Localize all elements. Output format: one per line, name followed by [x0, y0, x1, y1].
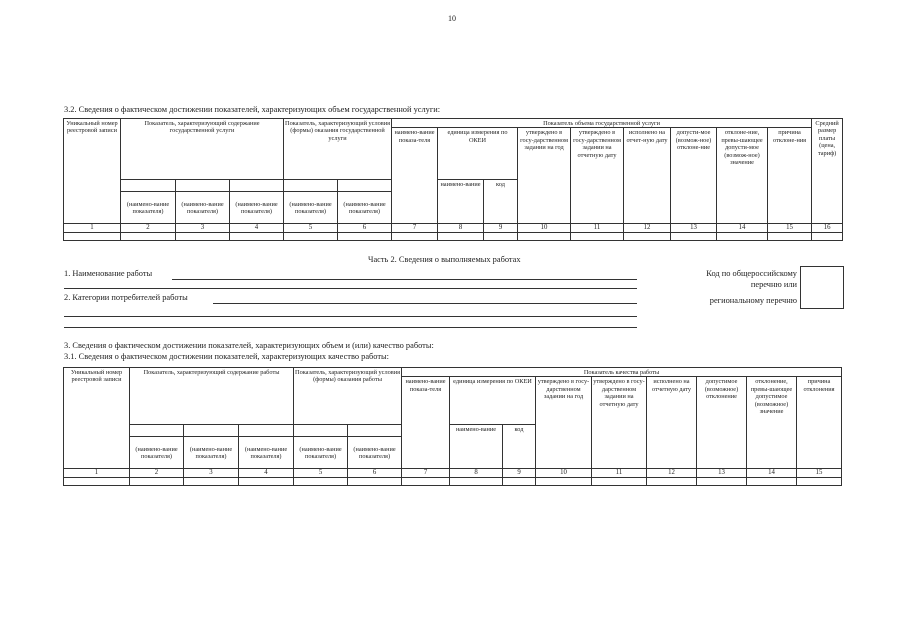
- column-number: 12: [647, 469, 697, 478]
- subheader-empty: [121, 180, 176, 192]
- column-number: 14: [747, 469, 797, 478]
- header-unit-code: код: [503, 425, 536, 469]
- header-approved-date: утверждено в госу-дарственном задании на отчетную дату: [571, 128, 624, 224]
- data-cell[interactable]: [671, 233, 717, 241]
- column-number: 1: [64, 224, 121, 233]
- data-cell[interactable]: [518, 233, 571, 241]
- header-indicator-name: наимено-вание показа-теля: [392, 128, 438, 224]
- column-number: 9: [484, 224, 518, 233]
- registry-code-label-line-3: региональному перечню: [709, 296, 797, 305]
- data-cell[interactable]: [812, 233, 843, 241]
- header-unit-name: наимено-вание: [450, 425, 503, 469]
- header-conditions-indicator: Показатель, характеризующий условия (формы) оказания работы: [294, 368, 402, 425]
- subheader-indicator-name: (наимено-вание показателя): [239, 437, 294, 469]
- data-cell[interactable]: [747, 478, 797, 486]
- subheader-empty: [130, 425, 184, 437]
- subheader-indicator-name: (наимено-вание показателя): [348, 437, 402, 469]
- data-cell[interactable]: [294, 478, 348, 486]
- header-unique-number: Уникальный номер реестровой записи: [64, 368, 130, 469]
- section-3-title: 3. Сведения о фактическом достижении показателей, характеризующих объем и (или) качество работы:: [64, 341, 434, 350]
- column-number: 8: [438, 224, 484, 233]
- consumer-category-line[interactable]: [213, 303, 637, 304]
- data-cell[interactable]: [338, 233, 392, 241]
- registry-code-label-line-1: Код по общероссийскому: [706, 269, 797, 278]
- data-cell[interactable]: [176, 233, 230, 241]
- part-2-title: Часть 2. Сведения о выполняемых работах: [368, 255, 521, 264]
- data-cell[interactable]: [348, 478, 402, 486]
- data-cell[interactable]: [239, 478, 294, 486]
- header-unit-name: наимено-вание: [438, 180, 484, 224]
- subheader-indicator-name: (наимено-вание показателя): [294, 437, 348, 469]
- data-cell[interactable]: [392, 233, 438, 241]
- subheader-empty: [184, 425, 239, 437]
- consumer-category-line-2[interactable]: [64, 316, 637, 317]
- data-cell[interactable]: [624, 233, 671, 241]
- column-number: 4: [239, 469, 294, 478]
- subheader-indicator-name: (наимено-вание показателя): [130, 437, 184, 469]
- data-cell[interactable]: [184, 478, 239, 486]
- registry-code-label: [640, 268, 797, 306]
- header-indicator-name: наимено-вание показа-теля: [402, 377, 450, 469]
- quality-table: [63, 367, 842, 486]
- data-cell[interactable]: [284, 233, 338, 241]
- column-number: 5: [294, 469, 348, 478]
- page-number: 10: [448, 14, 456, 23]
- header-average-fee: Средний размер платы (цена, тариф): [812, 119, 843, 224]
- column-number: 11: [571, 224, 624, 233]
- header-unit-code: код: [484, 180, 518, 224]
- column-number: 7: [402, 469, 450, 478]
- subheader-indicator-name: (наимено-вание показателя): [284, 192, 338, 224]
- subheader-empty: [348, 425, 402, 437]
- subheader-indicator-name: (наимено-вание показателя): [184, 437, 239, 469]
- header-deviation-reason: причина отклоне-ния: [768, 128, 812, 224]
- consumer-category-label: 2. Категории потребителей работы: [64, 293, 188, 302]
- data-cell[interactable]: [797, 478, 842, 486]
- registry-code-box[interactable]: [800, 266, 844, 309]
- column-number: 12: [624, 224, 671, 233]
- column-number: 14: [717, 224, 768, 233]
- column-number: 11: [592, 469, 647, 478]
- consumer-category-line-3[interactable]: [64, 327, 637, 328]
- subheader-empty: [284, 180, 338, 192]
- work-name-line-2[interactable]: [64, 288, 637, 289]
- column-number: 2: [121, 224, 176, 233]
- header-done: исполнено на отчет-ную дату: [624, 128, 671, 224]
- subheader-indicator-name: (наимено-вание показателя): [176, 192, 230, 224]
- column-number: 16: [812, 224, 843, 233]
- volume-table: [63, 118, 843, 241]
- column-number: 8: [450, 469, 503, 478]
- header-approved-date: утверждено в госу-дарственном задании на отчетную дату: [592, 377, 647, 469]
- column-number: 13: [697, 469, 747, 478]
- data-cell[interactable]: [230, 233, 284, 241]
- table-row: [64, 233, 843, 241]
- data-cell[interactable]: [536, 478, 592, 486]
- header-volume-indicator: Показатель объема государственной услуги: [392, 119, 812, 128]
- column-number: 1: [64, 469, 130, 478]
- column-number: 15: [797, 469, 842, 478]
- data-cell[interactable]: [697, 478, 747, 486]
- header-exceeding-deviation: отклоне-ние, превы-шающее допусти-мое (возмож-ное) значение: [717, 128, 768, 224]
- header-quality-indicator: Показатель качества работы: [402, 368, 842, 377]
- column-number: 7: [392, 224, 438, 233]
- column-number: 13: [671, 224, 717, 233]
- data-cell[interactable]: [484, 233, 518, 241]
- work-name-label: 1. Наименование работы: [64, 269, 153, 278]
- header-okei-unit: единица измерения по ОКЕИ: [438, 128, 518, 180]
- subheader-indicator-name: (наимено-вание показателя): [338, 192, 392, 224]
- data-cell[interactable]: [768, 233, 812, 241]
- header-exceeding-deviation: отклонение, превы-шающее допустимое (возможное) значение: [747, 377, 797, 469]
- header-conditions-indicator: Показатель, характеризующий условия (формы) оказания государственной услуги: [284, 119, 392, 180]
- data-cell[interactable]: [64, 478, 130, 486]
- header-allowed-deviation: допусти-мое (возмож-ное) отклоне-ние: [671, 128, 717, 224]
- column-number: 6: [348, 469, 402, 478]
- data-cell[interactable]: [592, 478, 647, 486]
- subheader-empty: [294, 425, 348, 437]
- data-cell[interactable]: [438, 233, 484, 241]
- header-done: исполнено на отчетную дату: [647, 377, 697, 469]
- data-cell[interactable]: [121, 233, 176, 241]
- column-number: 9: [503, 469, 536, 478]
- header-deviation-reason: причина отклонения: [797, 377, 842, 469]
- subheader-empty: [239, 425, 294, 437]
- data-cell[interactable]: [64, 233, 121, 241]
- subheader-empty: [176, 180, 230, 192]
- data-cell[interactable]: [571, 233, 624, 241]
- data-cell[interactable]: [402, 478, 450, 486]
- registry-code-label-line-2: перечню или: [750, 280, 797, 289]
- subheader-indicator-name: (наимено-вание показателя): [230, 192, 284, 224]
- table-row: [64, 478, 842, 486]
- subheader-empty: [338, 180, 392, 192]
- subheader-empty: [230, 180, 284, 192]
- work-name-line[interactable]: [172, 279, 637, 280]
- header-approved-year: утверждено в госу-дарственном задании на год: [536, 377, 592, 469]
- header-content-indicator: Показатель, характеризующий содержание государственной услуги: [121, 119, 284, 180]
- header-content-indicator: Показатель, характеризующий содержание работы: [130, 368, 294, 425]
- section-3-1-title: 3.1. Сведения о фактическом достижении показателей, характеризующих качество работы:: [64, 352, 389, 361]
- header-allowed-deviation: допустимое (возможное) отклонение: [697, 377, 747, 469]
- section-3-2-title: 3.2. Сведения о фактическом достижении показателей, характеризующих объем государственной услуги:: [64, 105, 441, 114]
- data-cell[interactable]: [647, 478, 697, 486]
- column-number: 4: [230, 224, 284, 233]
- header-unique-number: Уникальный номер реестровой записи: [64, 119, 121, 224]
- column-number: 5: [284, 224, 338, 233]
- subheader-indicator-name: (наимено-вание показателя): [121, 192, 176, 224]
- data-cell[interactable]: [717, 233, 768, 241]
- header-approved-year: утверждено в госу-дарственном задании на год: [518, 128, 571, 224]
- column-number: 10: [536, 469, 592, 478]
- column-number: 2: [130, 469, 184, 478]
- header-okei-unit: единица измерения по ОКЕИ: [450, 377, 536, 425]
- column-number: 15: [768, 224, 812, 233]
- column-number: 3: [176, 224, 230, 233]
- column-number: 6: [338, 224, 392, 233]
- data-cell[interactable]: [450, 478, 503, 486]
- column-number: 10: [518, 224, 571, 233]
- column-number: 3: [184, 469, 239, 478]
- data-cell[interactable]: [130, 478, 184, 486]
- data-cell[interactable]: [503, 478, 536, 486]
